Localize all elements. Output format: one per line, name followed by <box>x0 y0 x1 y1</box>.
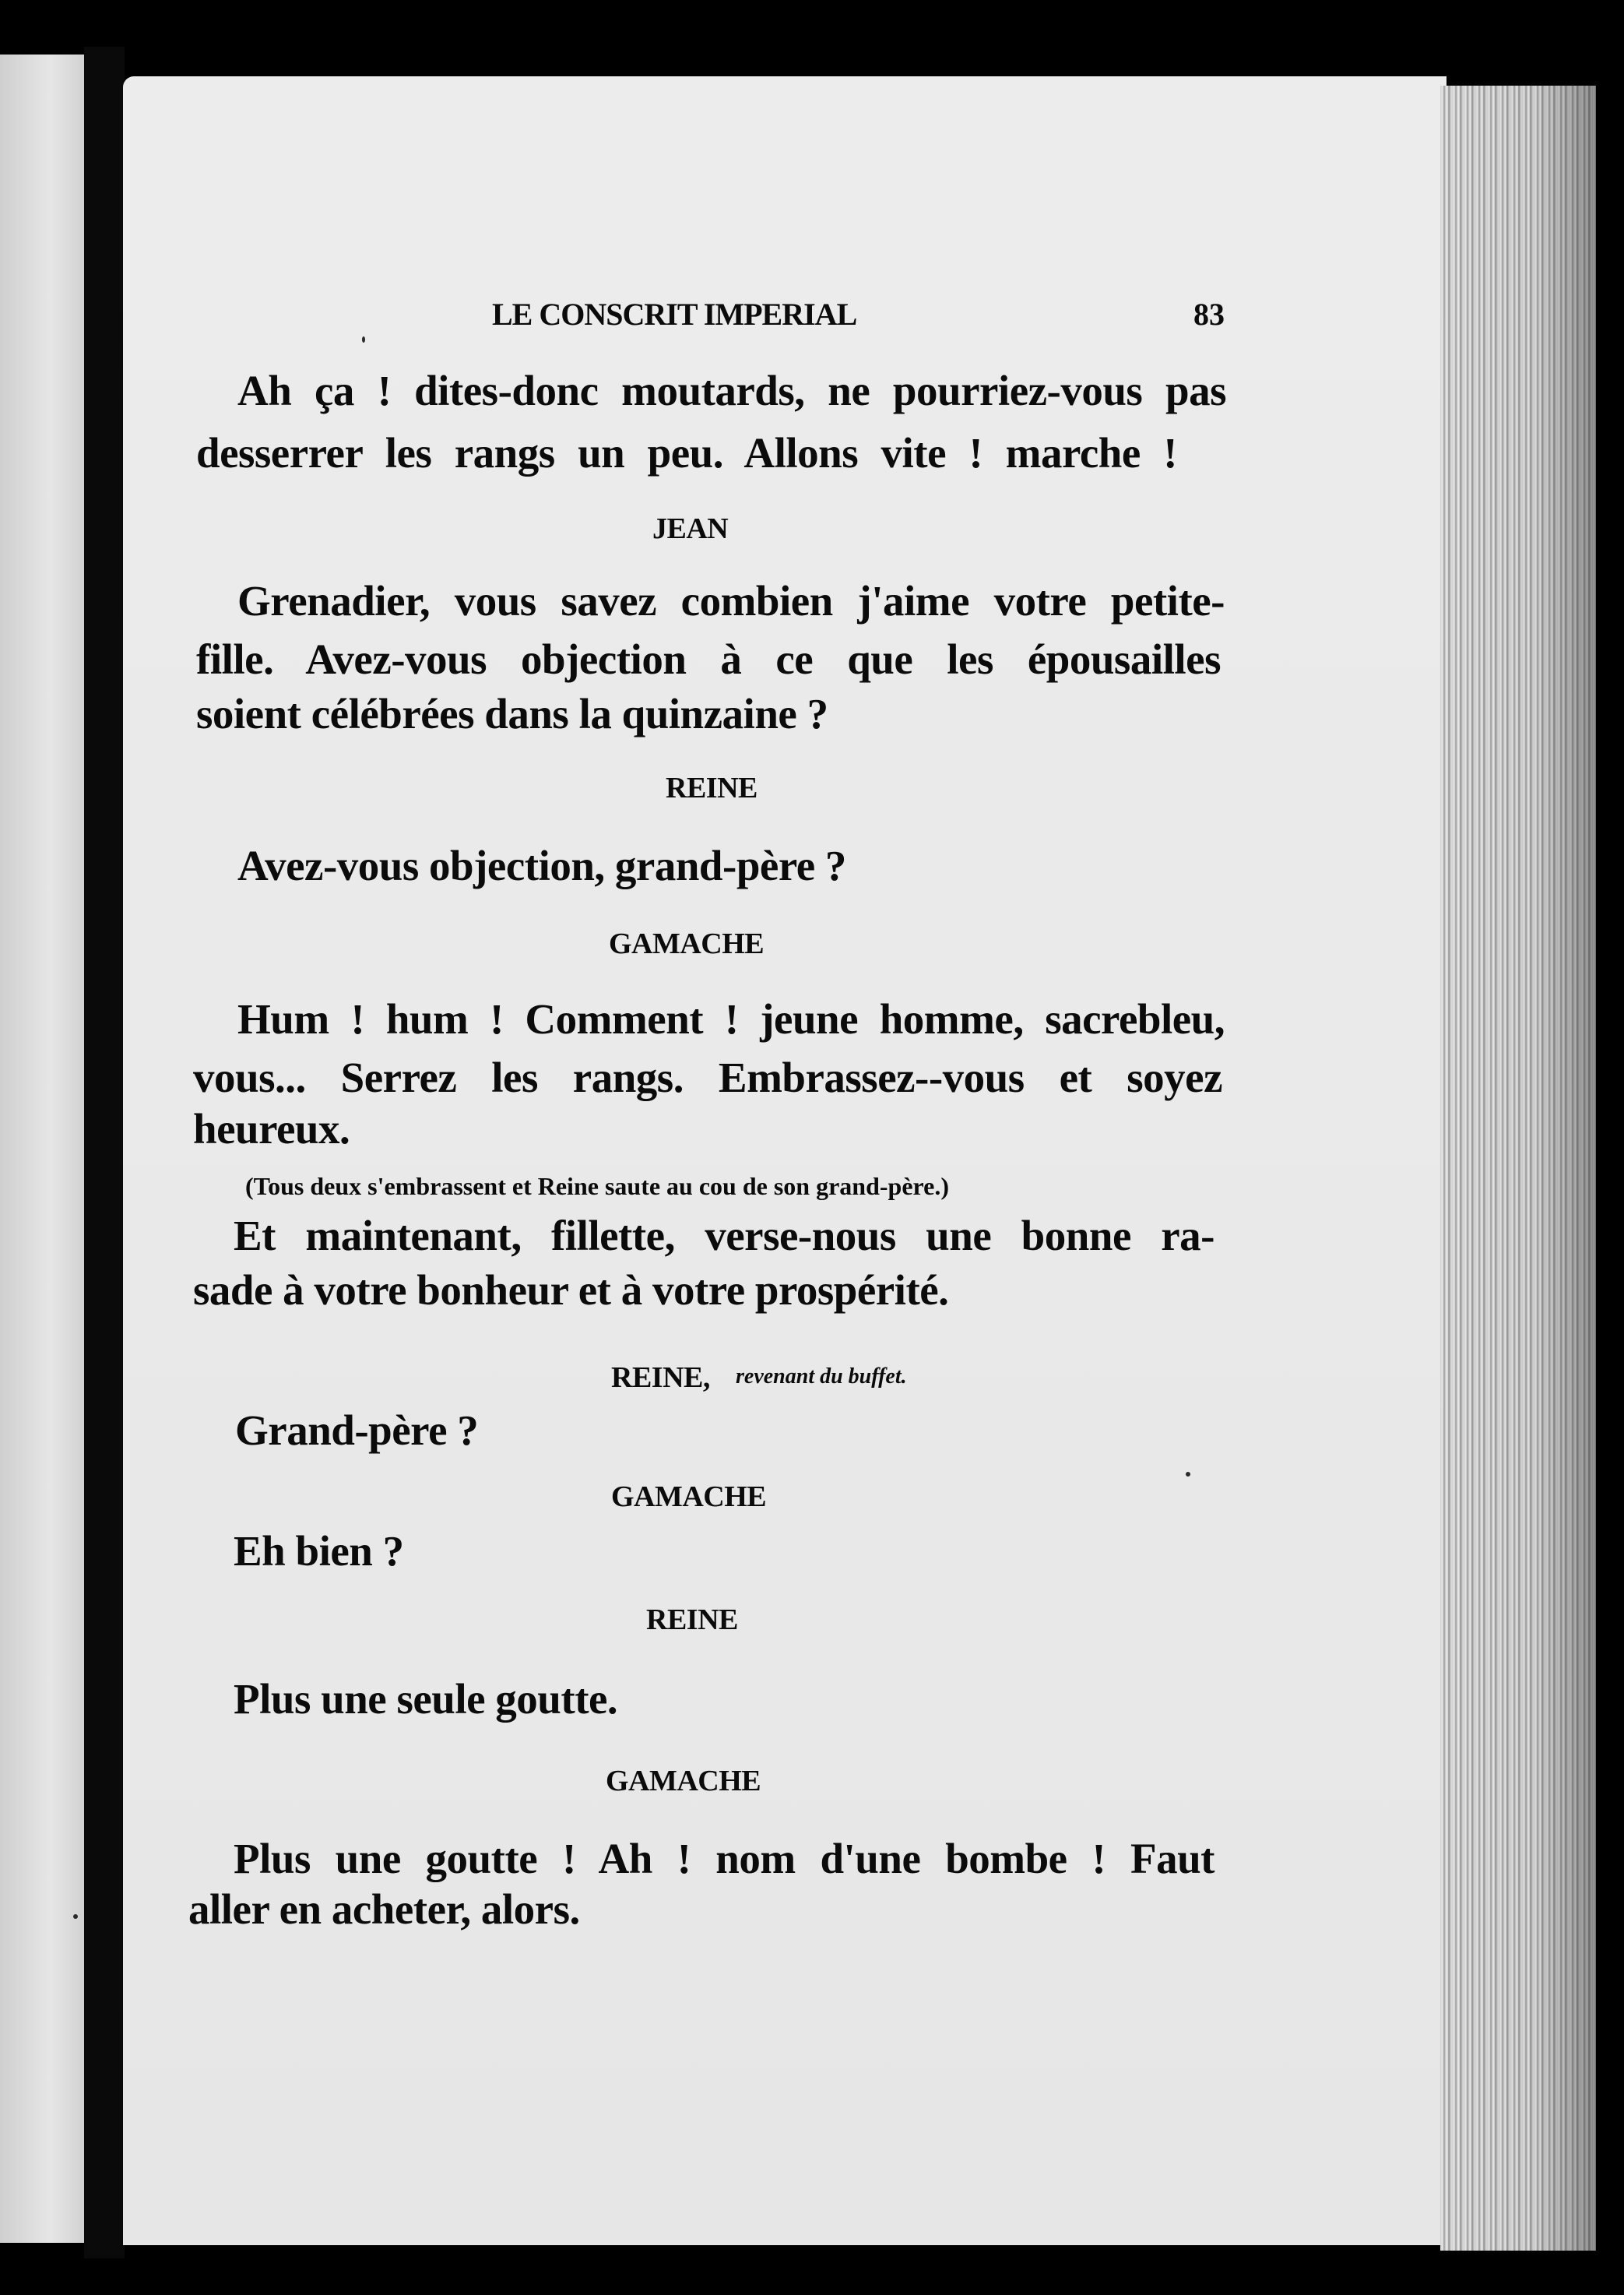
speaker-name: REINE <box>666 772 758 804</box>
page-number: 83 <box>1193 297 1225 332</box>
stage-direction: (Tous deux s'embrassent et Reine saute au cou de son grand-père.) <box>245 1172 950 1200</box>
running-title: LE CONSCRIT IMPERIAL <box>492 297 857 332</box>
text-line: sade à votre bonheur et à votre prospérité. <box>193 1266 949 1314</box>
left-page-edge <box>0 55 84 2243</box>
page-edges-shadow <box>1440 86 1596 2251</box>
text-line: Plus une goutte ! Ah ! nom d'une bombe ! Faut <box>234 1835 1214 1882</box>
speaker-name: REINE, <box>611 1361 710 1394</box>
print-speck <box>73 1914 78 1919</box>
text-line: Grenadier, vous savez combien j'aime votre petite- <box>237 577 1225 625</box>
text-line: Avez-vous objection, grand-père ? <box>237 842 846 889</box>
speaker-name: GAMACHE <box>606 1765 761 1797</box>
text-line: Grand-père ? <box>235 1406 479 1454</box>
text-line: Hum ! hum ! Comment ! jeune homme, sacrebleu, <box>237 995 1225 1043</box>
speaker-name: GAMACHE <box>609 928 765 960</box>
text-line: vous... Serrez les rangs. Embrassez--vous et soyez <box>193 1054 1222 1101</box>
text-line: Ah ça ! dites-donc moutards, ne pourriez-vous pas <box>237 367 1226 414</box>
text-line: Et maintenant, fillette, verse-nous une bonne ra- <box>234 1212 1214 1259</box>
text-line: fille. Avez-vous objection à ce que les épousailles <box>196 635 1221 683</box>
book-gutter <box>84 47 125 2258</box>
speaker-name: GAMACHE <box>611 1480 767 1513</box>
print-speck <box>1186 1472 1190 1477</box>
text-line: aller en acheter, alors. <box>188 1885 580 1933</box>
speaker-name: JEAN <box>652 512 729 545</box>
speaker-name: REINE <box>646 1603 738 1636</box>
text-line: Plus une seule goutte. <box>234 1675 618 1723</box>
print-speck <box>362 336 365 343</box>
stage-direction: revenant du buffet. <box>736 1364 907 1389</box>
text-line: desserrer les rangs un peu. Allons vite ! marche ! <box>196 429 1177 477</box>
text-line: soient célébrées dans la quinzaine ? <box>196 690 828 737</box>
text-line: Eh bien ? <box>234 1527 404 1575</box>
text-line: heureux. <box>193 1105 350 1153</box>
